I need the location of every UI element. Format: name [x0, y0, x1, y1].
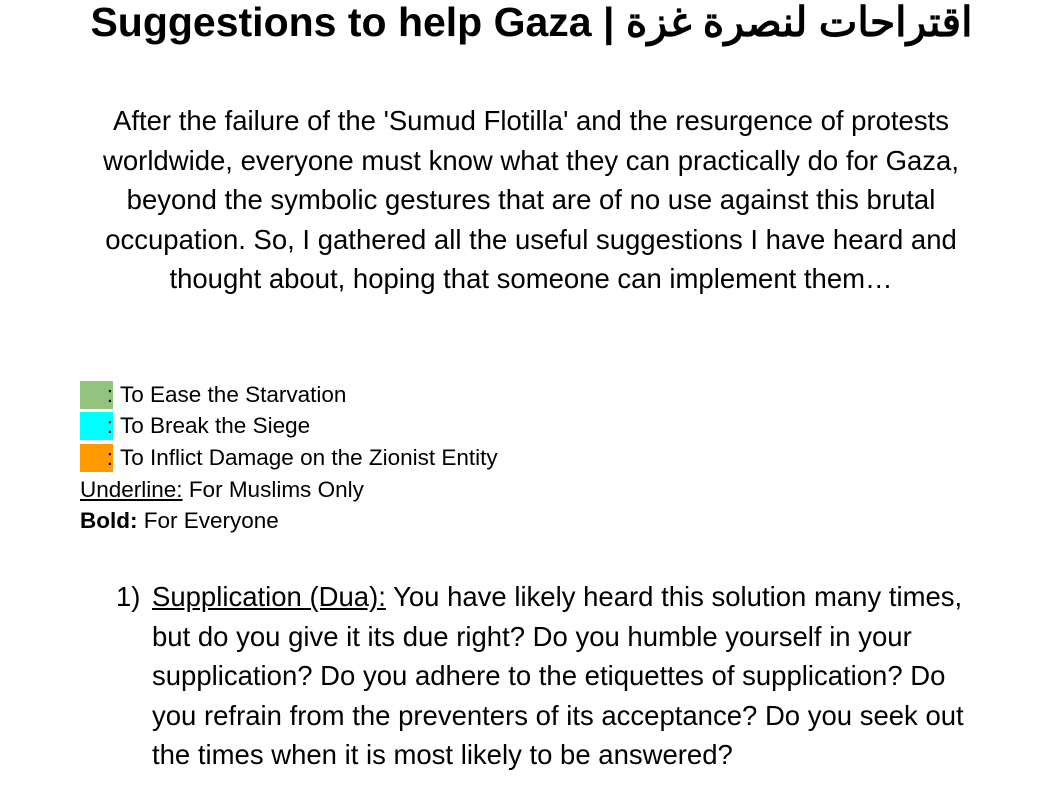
legend-bold-value: For Everyone: [137, 508, 279, 534]
legend-label-damage: To Inflict Damage on the Zionist Entity: [120, 444, 498, 470]
document-title: Suggestions to help Gaza | اقتراحات لنصرة غزة: [90, 0, 973, 45]
legend-swatch-orange: :: [80, 444, 113, 472]
legend-item-starvation: [80, 379, 980, 411]
list-item-text: You have likely heard this solution many times, but do you give it its due right? Do you humble yourself in your supplication? Do you adhere to the etiquettes of supplication? Do you refrain from the preventers of its acceptance? Do you seek out the times when it is most likely to be answered?: [152, 581, 964, 771]
legend-underline-value: For Muslims Only: [182, 476, 364, 502]
intro-paragraph: After the failure of the 'Sumud Flotilla' and the resurgence of protests worldwide, everyone must know what they can practically do for Gaza, beyond the symbolic gestures that are of no use against this brutal occupation. So, I gathered all the useful suggestions I have heard and thought about, hoping that someone can implement them…: [103, 105, 959, 295]
list-item-term: Supplication (Dua):: [152, 581, 386, 612]
legend-item-damage: [80, 442, 980, 474]
legend-item-underline: [80, 474, 980, 506]
list-item-body: [152, 577, 986, 775]
list-item-number: 1): [116, 581, 141, 612]
legend-label-siege: To Break the Siege: [120, 413, 311, 439]
legend-bold-key: Bold:: [80, 508, 138, 534]
legend-swatch-green: :: [80, 381, 113, 409]
legend-item-bold: [80, 505, 980, 537]
legend-label-starvation: To Ease the Starvation: [120, 381, 347, 407]
list-item: [116, 577, 986, 775]
legend-underline-key: Underline:: [80, 476, 183, 502]
suggestions-list: [116, 577, 986, 775]
legend-item-siege: [80, 411, 980, 443]
legend-swatch-cyan: :: [80, 412, 113, 440]
legend: [80, 379, 980, 537]
